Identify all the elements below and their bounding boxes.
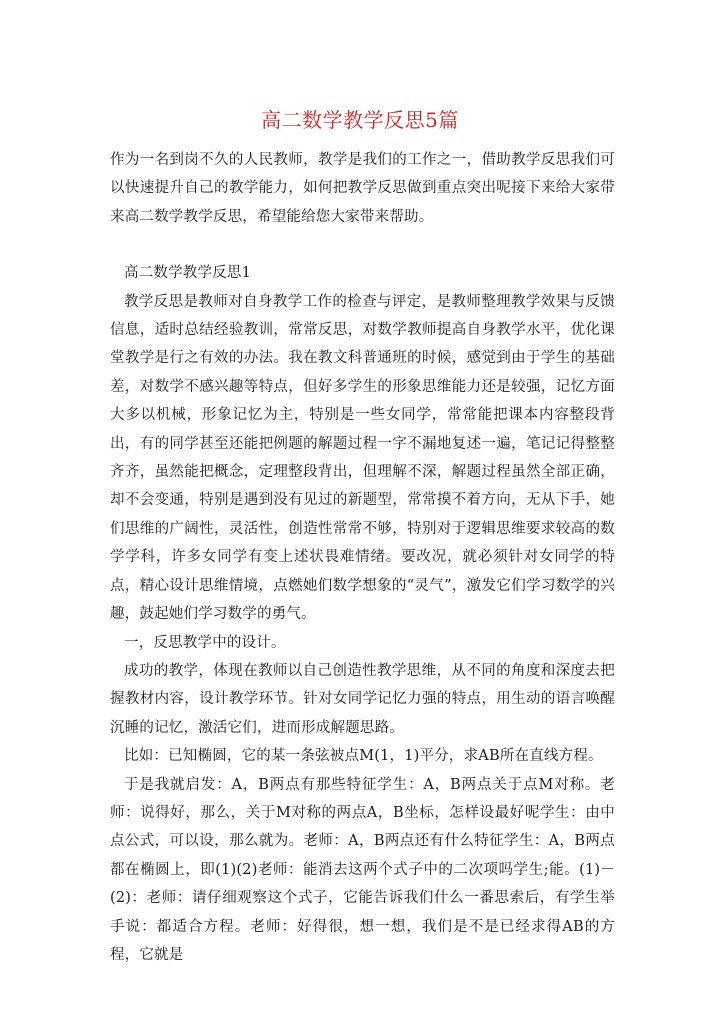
body-paragraph: 比如：已知椭圆，它的某一条弦被点M(1，1)平分，求AB所在直线方程。 <box>124 748 603 765</box>
section-title: 高二数学教学反思1 <box>124 265 252 282</box>
body-paragraph: 一，反思教学中的设计。 <box>124 634 286 651</box>
document-body <box>110 146 615 969</box>
body-paragraph: 于是我就启发：A，B两点有那些特征学生：A，B两点关于点M对称。老师：说得好，那么，关于M对称的两点A，B坐标，怎样设最好呢学生：由中点公式，可以设，那么就为。老师：A，B两点还有什么特征学生：A，B两点都在椭圆上，即(1)(2)老师：能消去这两个式子中的二次项吗学生;能。(1)－(2)：老师：请仔细观察这个式子，它能告诉我们什么一番思索后，有学生举手说：都适合方程。老师：好得很，想一想，我们是不是已经求得AB的方程，它就是 <box>110 776 615 963</box>
body-paragraph: 成功的教学，体现在教师以自己创造性教学思维，从不同的角度和深度去把握教材内容，设计教学环节。针对女同学记忆力强的特点，用生动的语言唤醒沉睡的记忆，激活它们，进而形成解题思路。 <box>110 662 615 736</box>
document-title: 高二数学教学反思5篇 <box>261 108 459 132</box>
intro-paragraph: 作为一名到岗不久的人民教师，教学是我们的工作之一，借助教学反思我们可以快速提升自己的教学能力，如何把教学反思做到重点突出呢接下来给大家带来高二数学教学反思，希望能给您大家带来帮助。 <box>110 152 615 225</box>
body-paragraph: 教学反思是教师对自身教学工作的检查与评定，是教师整理教学效果与反馈信息，适时总结经验教训，常常反思，对数学教师提高自身教学水平，优化课堂教学是行之有效的办法。我在教文科普通班的时候，感觉到由于学生的基础差，对数学不感兴趣等特点，但好多学生的形象思维能力还是较强，记忆方面大多以机械，形象记忆为主，特别是一些女同学，常常能把课本内容整段背出，有的同学甚至还能把例题的解题过程一字不漏地复述一遍，笔记记得整整齐齐，虽然能把概念，定理整段背出，但理解不深，解题过程虽然全部正确，却不会变通，特别是遇到没有见过的新题型，常常摸不着方向，无从下手，她们思维的广阔性，灵活性，创造性常常不够，特别对于逻辑思维要求较高的数学学科，许多女同学有变上述状畏难情绪。要改况，就必须针对女同学的特点，精心设计思维情境，点燃她们数学想象的“灵气”，激发它们学习数学的兴趣，鼓起她们学习数学的勇气。 <box>110 293 615 623</box>
